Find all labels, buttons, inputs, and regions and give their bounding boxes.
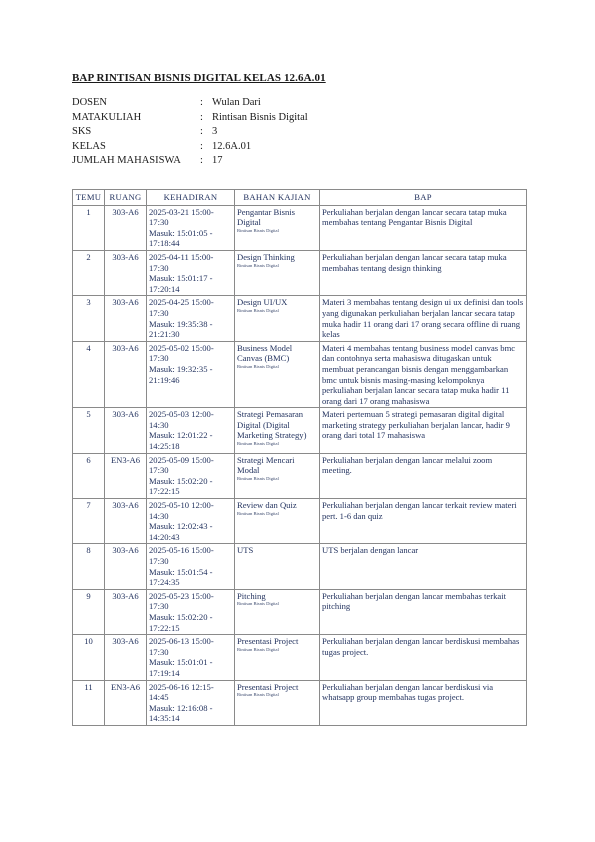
bahan-course: Rintisan Bisnis Digital <box>237 510 279 516</box>
cell-temu: 11 <box>73 680 105 725</box>
cell-ruang: 303-A6 <box>105 205 147 250</box>
cell-kehadiran <box>147 635 235 680</box>
info-value: 12.6A.01 <box>212 140 252 152</box>
page-title: BAP RINTISAN BISNIS DIGITAL KELAS 12.6A.01 <box>72 72 326 84</box>
cell-temu: 10 <box>73 635 105 680</box>
cell-bap: UTS berjalan dengan lancar <box>320 544 527 589</box>
kehadiran-schedule: 2025-05-03 12:00-14:30 <box>149 409 214 430</box>
info-colon: : <box>200 111 203 123</box>
cell-temu: 2 <box>73 250 105 295</box>
bahan-title: Presentasi Project <box>237 681 299 692</box>
header-bap: BAP <box>320 190 527 206</box>
bahan-course: Rintisan Bisnis Digital <box>237 307 279 313</box>
cell-bap: Perkuliahan berjalan dengan lancar melalui zoom meeting. <box>320 453 527 498</box>
table-header-row <box>73 190 527 206</box>
bahan-title: Strategi Pemasaran Digital (Digital Marketing Strategy) <box>237 409 307 441</box>
bahan-title: Pengantar Bisnis Digital <box>237 206 296 228</box>
cell-ruang: 303-A6 <box>105 544 147 589</box>
cell-bap: Perkuliahan berjalan dengan lancar secara tatap muka membahas tentang Pengantar Bisnis Digital <box>320 205 527 250</box>
kehadiran-masuk: Masuk: 15:02:20 - 17:22:15 <box>149 475 213 497</box>
cell-bahan-kajian <box>235 680 320 725</box>
cell-bahan-kajian <box>235 408 320 453</box>
table-row <box>73 341 527 408</box>
kehadiran-masuk: Masuk: 15:01:54 - 17:24:35 <box>149 566 213 588</box>
table-row <box>73 453 527 498</box>
cell-ruang: 303-A6 <box>105 296 147 341</box>
cell-ruang: 303-A6 <box>105 408 147 453</box>
cell-bap: Perkuliahan berjalan dengan lancar terkait review materi pert. 1-6 dan quiz <box>320 499 527 544</box>
kehadiran-schedule: 2025-06-16 12:15-14:45 <box>149 681 214 703</box>
bahan-course: Rintisan Bisnis Digital <box>237 227 279 233</box>
bahan-title: Presentasi Project <box>237 636 299 647</box>
kehadiran-schedule: 2025-05-09 15:00-17:30 <box>149 454 214 476</box>
bahan-course: Rintisan Bisnis Digital <box>237 692 279 698</box>
cell-temu: 7 <box>73 499 105 544</box>
kehadiran-masuk: Masuk: 12:02:43 - 14:20:43 <box>149 521 213 542</box>
cell-temu: 9 <box>73 589 105 634</box>
cell-bahan-kajian <box>235 499 320 544</box>
cell-bahan-kajian <box>235 296 320 341</box>
info-row-kelas <box>72 140 308 155</box>
cell-bap: Perkuliahan berjalan dengan lancar secara tatap muka membahas tentang design thinking <box>320 250 527 295</box>
kehadiran-schedule: 2025-06-13 15:00-17:30 <box>149 636 214 657</box>
kehadiran-schedule: 2025-05-16 15:00-17:30 <box>149 545 214 566</box>
cell-ruang: EN3-A6 <box>105 680 147 725</box>
cell-kehadiran <box>147 544 235 589</box>
info-label: JUMLAH MAHASISWA <box>72 155 181 167</box>
cell-kehadiran <box>147 250 235 295</box>
kehadiran-masuk: Masuk: 15:01:05 - 17:18:44 <box>149 227 213 249</box>
kehadiran-masuk: Masuk: 19:32:35 - 21:19:46 <box>149 363 213 385</box>
info-label: MATAKULIAH <box>72 111 142 123</box>
cell-temu: 6 <box>73 453 105 498</box>
bahan-course: Rintisan Bisnis Digital <box>237 646 279 652</box>
cell-bap: Materi 3 membahas tentang design ui ux definisi dan tools yang digunakan perkuliahan berjalan lancar secara tatap muka hadir 11 orang dari 17 orang secara offline di ruang kelas <box>320 296 527 341</box>
kehadiran-masuk: Masuk: 19:35:38 - 21:21:30 <box>149 318 213 340</box>
bahan-title: Design UI/UX <box>237 297 288 308</box>
cell-kehadiran <box>147 499 235 544</box>
info-row-jumlah-mahasiswa <box>72 154 308 169</box>
cell-ruang: 303-A6 <box>105 250 147 295</box>
cell-bahan-kajian <box>235 544 320 589</box>
bahan-title: Business Model Canvas (BMC) <box>237 342 293 364</box>
kehadiran-masuk: Masuk: 15:01:01 - 17:19:14 <box>149 657 213 678</box>
bahan-title: Design Thinking <box>237 251 295 262</box>
cell-kehadiran <box>147 589 235 634</box>
cell-bap: Perkuliahan berjalan dengan lancar berdiskusi via whatsapp group membahas tugas project. <box>320 680 527 725</box>
cell-bap: Materi pertemuan 5 strategi pemasaran digital digital marketing strategy perkuliahan berjalan lancar, hadir 9 orang dari total 17 mahasiswa <box>320 408 527 453</box>
info-block <box>72 96 308 169</box>
header-kehadiran: KEHADIRAN <box>147 190 235 206</box>
bahan-course: Rintisan Bisnis Digital <box>237 441 279 447</box>
table-row <box>73 499 527 544</box>
table-row <box>73 544 527 589</box>
info-label: KELAS <box>72 140 106 152</box>
cell-kehadiran <box>147 296 235 341</box>
info-label: SKS <box>72 126 92 138</box>
kehadiran-schedule: 2025-04-25 15:00-17:30 <box>149 297 214 318</box>
table-row <box>73 680 527 725</box>
info-colon: : <box>200 126 203 138</box>
kehadiran-masuk: Masuk: 15:01:17 - 17:20:14 <box>149 273 213 294</box>
info-value: Wulan Dari <box>212 97 261 108</box>
cell-temu: 4 <box>73 341 105 408</box>
info-colon: : <box>200 140 203 152</box>
kehadiran-masuk: Masuk: 12:16:08 - 14:35:14 <box>149 702 213 724</box>
cell-bap: Perkuliahan berjalan dengan lancar berdiskusi membahas tugas project. <box>320 635 527 680</box>
kehadiran-masuk: Masuk: 15:02:20 - 17:22:15 <box>149 611 213 633</box>
info-value: Rintisan Bisnis Digital <box>212 111 308 123</box>
bahan-title: UTS <box>237 545 254 556</box>
cell-bap: Perkuliahan berjalan dengan lancar membahas terkait pitching <box>320 589 527 634</box>
header-temu: TEMU <box>73 190 105 206</box>
info-colon: : <box>200 155 203 167</box>
cell-bahan-kajian <box>235 205 320 250</box>
cell-kehadiran <box>147 680 235 725</box>
cell-kehadiran <box>147 205 235 250</box>
bahan-course: Rintisan Bisnis Digital <box>237 601 279 607</box>
cell-ruang: EN3-A6 <box>105 453 147 498</box>
cell-temu: 1 <box>73 205 105 250</box>
bahan-course: Rintisan Bisnis Digital <box>237 262 279 268</box>
kehadiran-masuk: Masuk: 12:01:22 - 14:25:18 <box>149 430 213 452</box>
cell-temu: 5 <box>73 408 105 453</box>
table-row <box>73 589 527 634</box>
cell-bahan-kajian <box>235 453 320 498</box>
cell-temu: 3 <box>73 296 105 341</box>
bahan-title: Review dan Quiz <box>237 500 297 511</box>
cell-bap: Materi 4 membahas tentang business model canvas bmc dan contohnya serta mahasiswa ditugaskan untuk membuat perancangan bisnis dengan menggambarkan bmc untuk bisnis masing-masing kelompoknya perkuliahan berjalan lancar secara tatap muka hadir 11 orang dari 17 orang mahasiswa <box>320 341 527 408</box>
bap-table <box>72 189 527 726</box>
cell-ruang: 303-A6 <box>105 589 147 634</box>
cell-temu: 8 <box>73 544 105 589</box>
info-row-dosen <box>72 96 308 111</box>
bahan-title: Strategi Mencari Modal <box>237 454 295 476</box>
info-value: 17 <box>212 155 223 167</box>
cell-bahan-kajian <box>235 589 320 634</box>
kehadiran-schedule: 2025-05-23 15:00-17:30 <box>149 590 214 612</box>
cell-ruang: 303-A6 <box>105 635 147 680</box>
cell-kehadiran <box>147 408 235 453</box>
header-bahan-kajian: BAHAN KAJIAN <box>235 190 320 206</box>
table-row <box>73 635 527 680</box>
kehadiran-schedule: 2025-05-10 12:00-14:30 <box>149 500 214 521</box>
bahan-title: Pitching <box>237 590 266 601</box>
info-row-sks <box>72 125 308 140</box>
cell-bahan-kajian <box>235 341 320 408</box>
table-row <box>73 408 527 453</box>
info-colon: : <box>200 97 203 108</box>
info-row-matakuliah <box>72 111 308 126</box>
kehadiran-schedule: 2025-05-02 15:00-17:30 <box>149 342 214 364</box>
cell-bahan-kajian <box>235 635 320 680</box>
cell-ruang: 303-A6 <box>105 499 147 544</box>
cell-ruang: 303-A6 <box>105 341 147 408</box>
header-ruang: RUANG <box>105 190 147 206</box>
cell-kehadiran <box>147 453 235 498</box>
cell-bahan-kajian <box>235 250 320 295</box>
kehadiran-schedule: 2025-04-11 15:00-17:30 <box>149 251 214 273</box>
cell-kehadiran <box>147 341 235 408</box>
bahan-course: Rintisan Bisnis Digital <box>237 475 279 481</box>
table-row <box>73 296 527 341</box>
info-label: DOSEN <box>72 97 108 108</box>
bahan-course: Rintisan Bisnis Digital <box>237 363 279 369</box>
table-row <box>73 250 527 295</box>
table-row <box>73 205 527 250</box>
kehadiran-schedule: 2025-03-21 15:00-17:30 <box>149 206 214 228</box>
info-value: 3 <box>212 126 218 138</box>
